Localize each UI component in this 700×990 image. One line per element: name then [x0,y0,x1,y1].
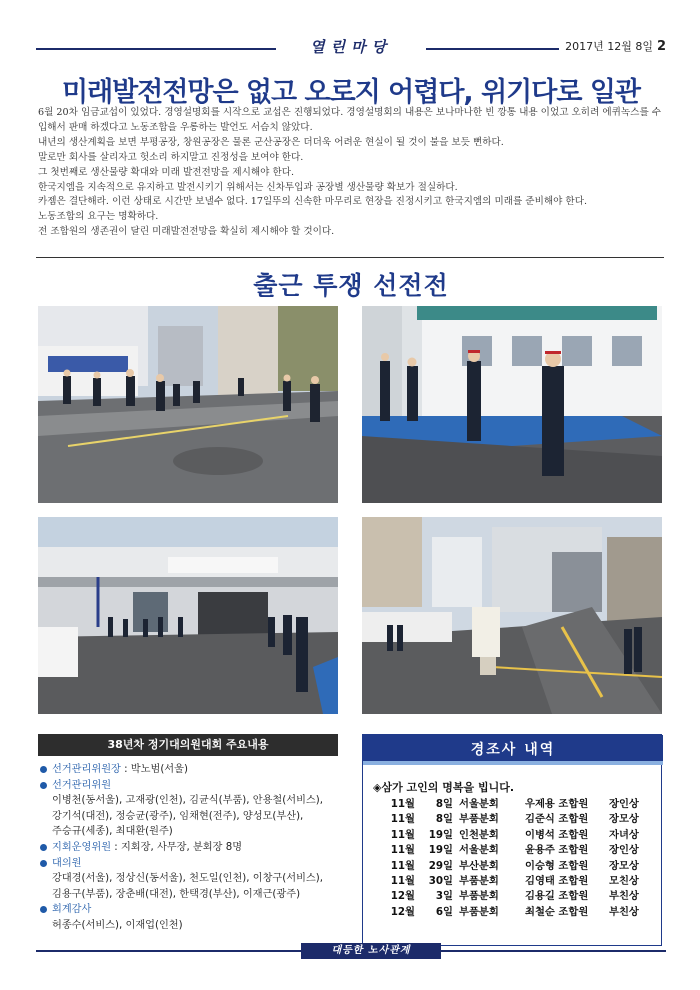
condolence-relation: 부친상 [609,905,639,918]
role-label: 선거관리위원 [52,779,112,791]
condolence-title-bar [363,735,663,761]
condolence-row [385,889,649,904]
issue-date [559,38,666,54]
role-label: 대의원 [52,857,82,869]
role-value: : 박노범(서울) [120,764,188,775]
page-number: 2 [656,39,666,54]
article-paragraph: 한국지엠을 지속적으로 유지하고 발전시키기 위해서는 신차투입과 공장별 생산물량 확보가 절실하다. [38,181,458,193]
role-item [38,762,338,778]
election-roles-list [38,762,338,934]
role-item [38,856,338,872]
condolence-branch: 서울분회 [459,798,499,810]
bullet-icon [40,782,47,789]
condolence-row [385,828,649,843]
section-divider [36,257,664,258]
article-body [38,106,668,240]
photo-illustration [38,517,338,714]
condolence-relation: 장인상 [609,844,639,857]
article-paragraph: 내년의 생산계획을 보면 부평공장, 창원공장은 물론 군산공장은 더더욱 어려운 현실이 될 것이 불을 보듯 뻔하다. [38,136,504,148]
photo-illustration [38,306,338,503]
article-paragraph: 말로만 회사를 살리자고 헛소리 하지말고 진정성을 보여야 한다. [38,151,304,163]
condolence-name: 우제용 조합원 [525,798,589,810]
role-members: 주승규(세종), 최대환(원주) [52,826,173,838]
role-label: 지회운영위원 [52,841,112,853]
condolence-box [362,734,662,946]
condolence-relation: 모친상 [609,874,639,887]
condolence-name: 윤용주 조합원 [525,844,589,857]
condolence-table [385,797,649,920]
bullet-icon [40,860,47,867]
condolence-row [385,812,649,827]
article-paragraph: 그 첫번째로 생산물량 확대와 미래 발전전망을 제시해야 한다. [38,166,295,178]
role-members: 강기석(대전), 정승균(광주), 임채현(전주), 양성모(부산), [52,810,304,822]
condolence-day: 8일 [435,798,453,810]
role-label: 선거관리위원장 [52,764,121,775]
condolence-title: 경조사 내역 [470,742,556,758]
photo-illustration [362,306,662,503]
condolence-relation: 장인상 [609,798,639,810]
page-header [36,34,666,64]
condolence-row [385,797,649,812]
condolence-branch: 부품분회 [459,813,499,826]
election-summary [38,734,338,934]
condolence-name: 김준식 조합원 [525,813,589,826]
condolence-day: 3일 [435,890,453,903]
condolence-month: 12월 [390,905,415,918]
role-value: : 지회장, 사무장, 분회장 8명 [111,841,243,853]
condolence-heading: ◈삼가 고인의 명복을 빕니다. [373,781,515,794]
role-item [38,840,338,856]
condolence-day: 6일 [435,905,453,918]
footer-slogan: 대등한 노사관계 [301,943,441,959]
bullet-icon [40,766,47,773]
election-title: 38년차 정기대의원대회 주요내용 [38,734,338,756]
protest-photo-entrance [362,306,662,503]
condolence-branch: 서울분회 [459,844,499,857]
condolence-month: 11월 [390,813,415,826]
protest-photo-street [38,306,338,503]
condolence-name: 최철순 조합원 [525,905,589,918]
bullet-icon [40,844,47,851]
condolence-branch: 부품분회 [459,905,499,918]
condolence-branch: 인천분회 [459,828,499,841]
condolence-day: 29일 [428,859,453,872]
condolence-day: 19일 [428,828,453,841]
photo-illustration [362,517,662,714]
condolence-row [385,874,649,889]
role-item [38,778,338,794]
condolence-relation: 장모상 [609,813,639,826]
role-members: 강대경(서울), 정상신(동서울), 천도일(인천), 이창구(서비스), [52,873,323,885]
condolence-name: 이승형 조합원 [525,859,589,872]
condolence-month: 11월 [390,828,415,841]
condolence-day: 8일 [435,813,453,826]
role-item [38,902,338,918]
condolence-month: 11월 [390,844,415,857]
article-paragraph: 6월 20차 임금교섭이 있었다. 경영설명회를 시작으로 교섭은 진행되었다. 경영설명회의 내용은 보나마나한 빈 깡통 내용 이었고 오히려 에퀴녹스를 수입해서 판매 하겠다고 노동조합을 우롱하는 발언도 서슴치 않았다. [38,107,662,133]
condolence-branch: 부품분회 [459,874,499,887]
condolence-month: 11월 [390,859,415,872]
issue-date-text: 2017년 12월 8일 [565,40,653,53]
condolence-month: 11월 [390,798,415,810]
condolence-month: 12월 [390,890,415,903]
role-members: 허종수(서비스), 이재업(인천) [52,919,183,931]
bullet-icon [40,906,47,913]
article-paragraph: 노동조합의 요구는 명확하다. [38,211,159,223]
photo-section-title: 출근 투쟁 선전전 [253,271,449,300]
headline: 미래발전전망은 없고 오로지 어렵다, 위기다로 일관 [62,77,640,108]
condolence-name: 김용길 조합원 [525,890,589,903]
condolence-relation: 자녀상 [609,828,639,841]
condolence-row [385,859,649,874]
article-paragraph: 카젬은 결단해라. 이런 상태로 시간만 보낼수 없다. 17일뚜의 신속한 마무리로 현장을 진정시키고 한국지엠의 미래를 준비해야 한다. [38,196,588,208]
protest-photo-ramp [362,517,662,714]
condolence-row [385,905,649,920]
condolence-day: 30일 [428,874,453,887]
article-paragraph: 전 조합원의 생존권이 달린 미래발전전망을 확실히 제시해야 할 것이다. [38,226,335,238]
condolence-month: 11월 [390,874,415,887]
condolence-row [385,843,649,858]
condolence-name: 김영태 조합원 [525,874,589,887]
role-label: 회계감사 [52,904,92,916]
condolence-day: 19일 [428,844,453,857]
section-masthead: 열린마당 [276,36,426,57]
condolence-accent-bar [363,761,663,765]
page-footer [36,944,666,958]
condolence-branch: 부품분회 [459,890,499,903]
condolence-relation: 장모상 [609,859,639,872]
condolence-branch: 부산분회 [459,859,499,872]
condolence-name: 이병석 조합원 [525,828,589,841]
condolence-relation: 부친상 [609,890,639,903]
role-members: 김용구(부품), 장춘배(대전), 한택경(부산), 이재근(광주) [52,888,301,900]
protest-photo-gate [38,517,338,714]
role-members: 이병천(동서울), 고재광(인천), 김균식(부품), 안용철(서비스), [52,795,323,807]
